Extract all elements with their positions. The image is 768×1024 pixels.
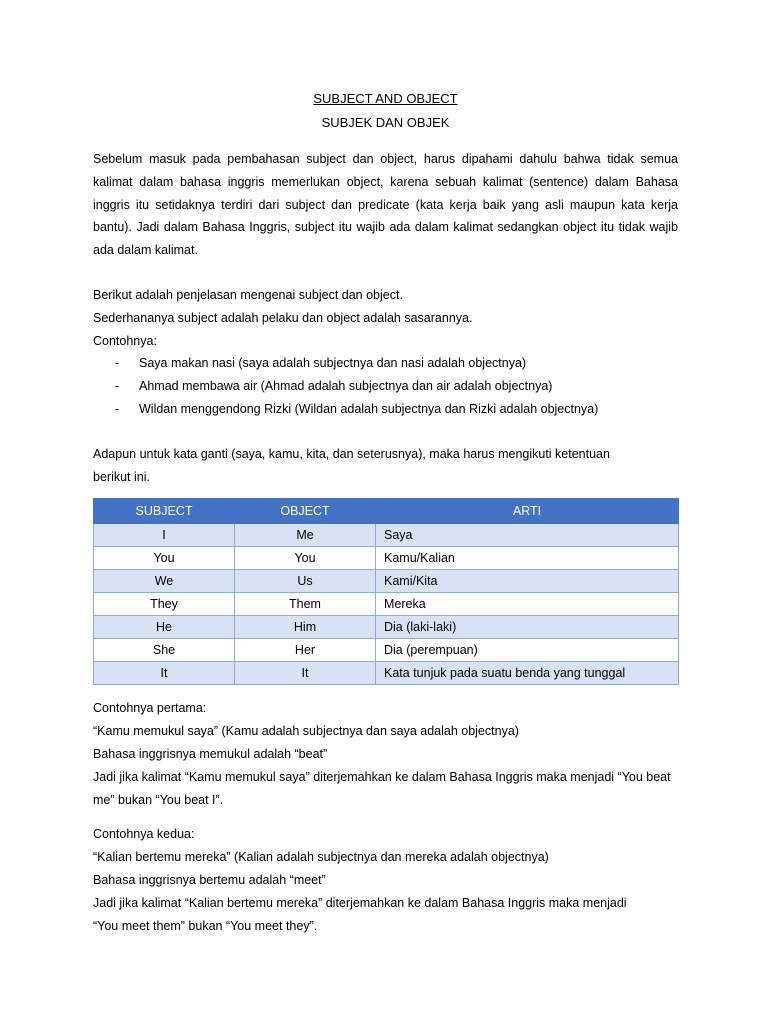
example2-heading: Contohnya kedua: (93, 827, 195, 842)
header-object: OBJECT (235, 499, 376, 524)
cell-subject: It (94, 662, 235, 685)
spacer (93, 262, 678, 284)
table-row (94, 570, 679, 593)
list-item (115, 398, 678, 421)
cell-arti: Kamu/Kalian (376, 547, 679, 570)
list-item-text: Wildan menggendong Rizki (Wildan adalah subjectnya dan Rizki adalah objectnya) (139, 401, 599, 416)
dash-bullet: - (115, 356, 120, 371)
example2-line-4: “You meet them” bukan “You meet they”. (93, 918, 318, 933)
header-subject: SUBJECT (94, 499, 235, 524)
cell-object: You (235, 547, 376, 570)
example1-line-3: Jadi jika kalimat “Kamu memukul saya” diterjemahkan ke dalam Bahasa Inggris maka menjadi “You beat me” bukan “You beat I”. (93, 769, 671, 807)
cell-object: Them (235, 593, 376, 616)
table-row (94, 662, 679, 685)
explain-line-3: Contohnya: (93, 333, 157, 348)
list-item (115, 375, 678, 398)
table-header-row (94, 499, 679, 524)
cell-subject: They (94, 593, 235, 616)
document-body (93, 88, 678, 937)
cell-object: Her (235, 639, 376, 662)
example2-line-1: “Kalian bertemu mereka” (Kalian adalah subjectnya dan mereka adalah objectnya) (93, 850, 549, 865)
spacer (93, 811, 678, 823)
dash-bullet: - (115, 401, 120, 416)
example1-line-1: “Kamu memukul saya” (Kamu adalah subjectnya dan saya adalah objectnya) (93, 724, 519, 739)
cell-subject: She (94, 639, 235, 662)
cell-object: Me (235, 524, 376, 547)
pronoun-table (93, 498, 679, 685)
intro-paragraph: Sebelum masuk pada pembahasan subject dan object, harus dipahami dahulu bahwa tidak semua kalimat dalam bahasa inggris memerlukan object, karena sebuah kalimat (sentence) dalam Bahasa inggris itu setidaknya terdiri dari subject dan predicate (kata kerja baik yang asli maupun kata kerja bantu). Jadi dalam Bahasa Inggris, subject itu wajib ada dalam kalimat sedangkan object itu tidak wajib ada dalam kalimat. (93, 152, 678, 258)
table-row (94, 547, 679, 570)
document-title: SUBJECT AND OBJECT (313, 91, 458, 106)
cell-object: It (235, 662, 376, 685)
table-row (94, 524, 679, 547)
example2-line-2: Bahasa inggrisnya bertemu adalah “meet” (93, 872, 326, 887)
example1-line-2: Bahasa inggrisnya memukul adalah “beat” (93, 746, 328, 761)
list-item (115, 352, 678, 375)
table-row (94, 593, 679, 616)
document-subtitle: SUBJEK DAN OBJEK (321, 115, 450, 130)
header-arti: ARTI (376, 499, 679, 524)
spacer (93, 421, 678, 443)
cell-object: Him (235, 616, 376, 639)
pronoun-intro-line-2: berikut ini. (93, 469, 150, 484)
example-list (93, 352, 678, 420)
cell-subject: I (94, 524, 235, 547)
cell-object: Us (235, 570, 376, 593)
example1-heading: Contohnya pertama: (93, 701, 207, 716)
example2-line-3: Jadi jika kalimat “Kalian bertemu mereka” diterjemahkan ke dalam Bahasa Inggris maka menjadi (93, 895, 627, 910)
cell-subject: We (94, 570, 235, 593)
cell-arti: Mereka (376, 593, 679, 616)
cell-arti: Dia (perempuan) (376, 639, 679, 662)
explain-line-2: Sederhananya subject adalah pelaku dan object adalah sasarannya. (93, 310, 473, 325)
table-row (94, 616, 679, 639)
list-item-text: Saya makan nasi (saya adalah subjectnya dan nasi adalah objectnya) (139, 356, 527, 371)
cell-arti: Saya (376, 524, 679, 547)
table-row (94, 639, 679, 662)
cell-arti: Kami/Kita (376, 570, 679, 593)
cell-arti: Kata tunjuk pada suatu benda yang tunggal (376, 662, 679, 685)
cell-subject: You (94, 547, 235, 570)
dash-bullet: - (115, 379, 120, 394)
pronoun-intro-line-1: Adapun untuk kata ganti (saya, kamu, kita, dan seterusnya), maka harus mengikuti ketentuan (93, 446, 610, 461)
cell-subject: He (94, 616, 235, 639)
list-item-text: Ahmad membawa air (Ahmad adalah subjectnya dan air adalah objectnya) (139, 379, 553, 394)
explain-line-1: Berikut adalah penjelasan mengenai subject dan object. (93, 287, 403, 302)
cell-arti: Dia (laki-laki) (376, 616, 679, 639)
